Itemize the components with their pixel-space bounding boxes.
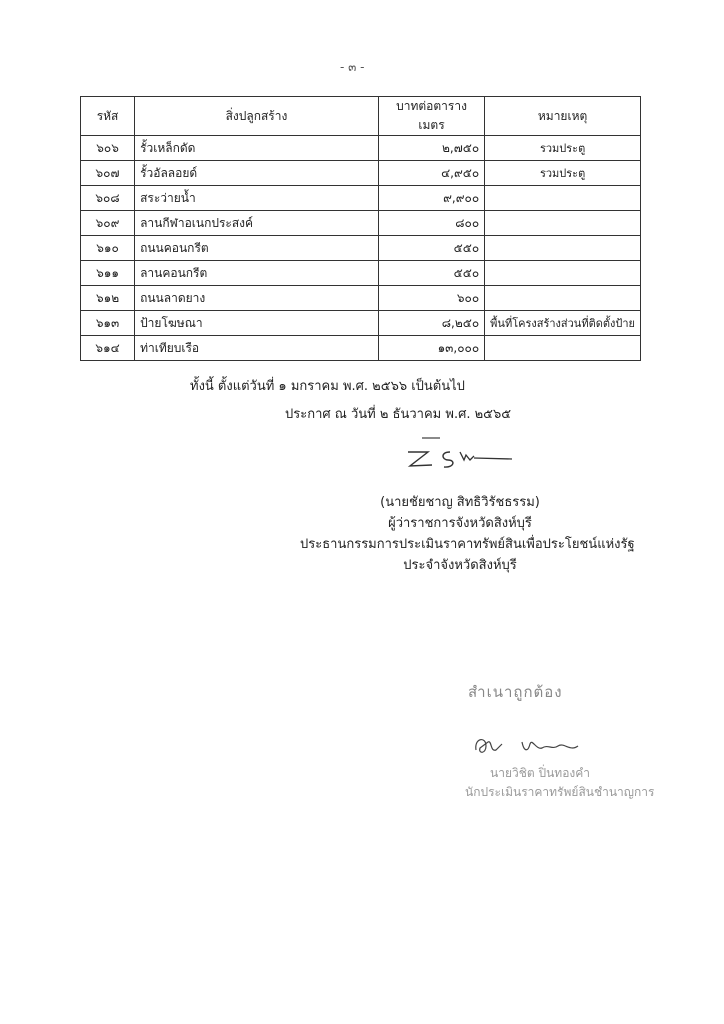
certifier-position: นักประเมินราคาทรัพย์สินชำนาญการ [465, 785, 655, 799]
table-row [81, 236, 641, 261]
table-row [81, 136, 641, 161]
row-code: ๖๑๑ [81, 261, 135, 286]
row-code: ๖๐๗ [81, 161, 135, 186]
row-price: ๕๕๐ [378, 236, 484, 261]
row-note: รวมประตู [485, 161, 641, 186]
table-row [81, 161, 641, 186]
row-name: รั้วอัลลอยด์ [135, 161, 379, 186]
row-name: ท่าเทียบเรือ [135, 336, 379, 361]
row-name: สระว่ายน้ำ [135, 186, 379, 211]
row-note [485, 236, 641, 261]
header-name: สิ่งปลูกสร้าง [135, 97, 379, 136]
table-row [81, 286, 641, 311]
row-note [485, 336, 641, 361]
row-name: ถนนคอนกรีต [135, 236, 379, 261]
row-price: ๘,๒๕๐ [378, 311, 484, 336]
row-note: รวมประตู [485, 136, 641, 161]
row-name: ป้ายโฆษณา [135, 311, 379, 336]
table-row [81, 261, 641, 286]
certifier-signature [470, 730, 610, 760]
row-note: พื้นที่โครงสร้างส่วนที่ติดตั้งป้าย [485, 311, 641, 336]
signer-position-3: ประจำจังหวัดสิงห์บุรี [403, 558, 517, 573]
row-note [485, 286, 641, 311]
row-price: ๕๕๐ [378, 261, 484, 286]
header-price: บาทต่อตารางเมตร [378, 97, 484, 136]
row-name: ถนนลาดยาง [135, 286, 379, 311]
row-code: ๖๑๐ [81, 236, 135, 261]
page-number: - ๓ - [340, 60, 365, 74]
row-code: ๖๐๙ [81, 211, 135, 236]
row-code: ๖๑๒ [81, 286, 135, 311]
table-row [81, 211, 641, 236]
effective-date-text: ทั้งนี้ ตั้งแต่วันที่ ๑ มกราคม พ.ศ. ๒๕๖๖ เป็นต้นไป [190, 379, 465, 394]
signer-name: (นายชัยชาญ สิทธิวิรัชธรรม) [380, 495, 540, 510]
row-price: ๔,๙๕๐ [378, 161, 484, 186]
signer-position-2: ประธานกรรมการประเมินราคาทรัพย์สินเพื่อประโยชน์แห่งรัฐ [300, 537, 635, 552]
row-name: ลานกีฬาอเนกประสงค์ [135, 211, 379, 236]
certified-copy-stamp: สำเนาถูกต้อง [468, 683, 563, 701]
signer-position-1: ผู้ว่าราชการจังหวัดสิงห์บุรี [388, 516, 532, 531]
construction-rate-table [80, 96, 641, 361]
row-code: ๖๐๘ [81, 186, 135, 211]
governor-signature [400, 430, 530, 476]
row-note [485, 186, 641, 211]
certifier-name: นายวิชิต ปิ่นทองคำ [490, 766, 591, 780]
header-code: รหัส [81, 97, 135, 136]
row-price: ๙,๙๐๐ [378, 186, 484, 211]
header-note: หมายเหตุ [485, 97, 641, 136]
row-price: ๘๐๐ [378, 211, 484, 236]
row-price: ๑๓,๐๐๐ [378, 336, 484, 361]
row-price: ๖๐๐ [378, 286, 484, 311]
row-price: ๒,๗๕๐ [378, 136, 484, 161]
row-code: ๖๑๓ [81, 311, 135, 336]
announce-date-text: ประกาศ ณ วันที่ ๒ ธันวาคม พ.ศ. ๒๕๖๕ [285, 407, 512, 422]
table-row [81, 186, 641, 211]
table-row [81, 311, 641, 336]
table-header-row [81, 97, 641, 136]
row-note [485, 261, 641, 286]
row-note [485, 211, 641, 236]
row-code: ๖๑๔ [81, 336, 135, 361]
table-row [81, 336, 641, 361]
row-name: รั้วเหล็กดัด [135, 136, 379, 161]
row-name: ลานคอนกรีต [135, 261, 379, 286]
row-code: ๖๐๖ [81, 136, 135, 161]
